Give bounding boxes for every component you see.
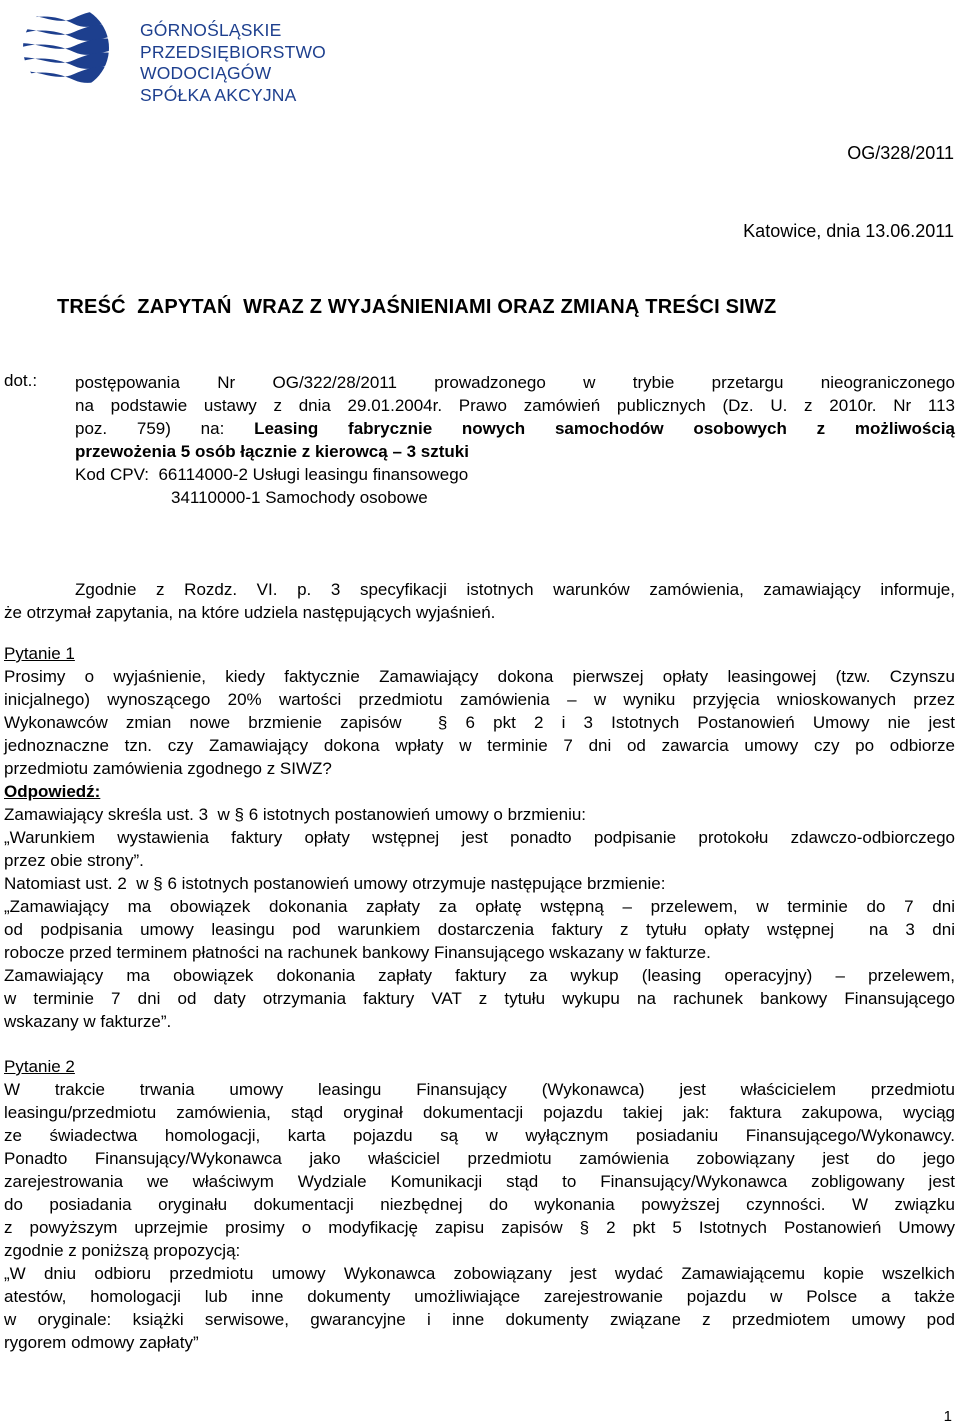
subject-block: [75, 371, 955, 509]
answer-1-line-5: „Zamawiający ma obowiązek dokonania zapłaty za opłatę wstępną – przelewem, w terminie do 7 dni: [4, 897, 955, 916]
subject-line-4: przewożenia 5 osób łącznie z kierowcą – 3 sztuki: [75, 442, 469, 461]
answer-1-line-1: Zamawiający skreśla ust. 3 w § 6 istotnych postanowień umowy o brzmieniu:: [4, 805, 587, 824]
question-2-section: [4, 1055, 955, 1354]
question-2-line-7: z powyższym uprzejmie prosimy o modyfikację zapisu zapisów § 2 pkt 5 Istotnych Postanowień Umowy: [4, 1218, 955, 1237]
cpv-code-2: 34110000-1 Samochody osobowe: [171, 488, 428, 507]
question-1-line-3: Wykonawców zmian nowe brzmienie zapisów § 6 pkt 2 i 3 Istotnych Postanowień Umowy nie jest: [4, 713, 955, 732]
subject-line-3-bold: Leasing fabrycznie nowych samochodów osobowych z możliwością: [254, 419, 955, 438]
subject-line-3-prefix: poz. 759) na:: [75, 419, 255, 438]
company-name-line-2: PRZEDSIĘBIORSTWO: [140, 41, 326, 62]
company-name-line-4: SPÓŁKA AKCYJNA: [140, 84, 297, 105]
company-name-line-3: WODOCIĄGÓW: [140, 63, 272, 83]
question-2-line-12: rygorem odmowy zapłaty”: [4, 1333, 199, 1352]
question-1-line-4: jednoznaczne tzn. czy Zamawiający dokona wpłaty w terminie 7 dni od zawarcia umowy czy po odbiorze: [4, 736, 955, 755]
answer-1-line-6: od podpisania umowy leasingu pod warunkiem dostarczenia faktury z tytułu opłaty wstępnej na 3 dni: [4, 920, 955, 939]
page-number: 1: [943, 1408, 952, 1425]
answer-1-line-2: „Warunkiem wystawienia faktury opłaty wstępnej jest ponadto podpisanie protokołu zdawczo-odbiorczego: [4, 828, 955, 847]
question-1-line-1: Prosimy o wyjaśnienie, kiedy faktycznie Zamawiający dokona pierwszej opłaty leasingowej (tzw. Czynszu: [4, 667, 955, 686]
question-2-line-9: „W dniu odbioru przedmiotu umowy Wykonawca zobowiązany jest wydać Zamawiającemu kopie wszelkich: [4, 1264, 955, 1283]
subject-line-1: postępowania Nr OG/322/28/2011 prowadzonego w trybie przetargu nieograniczonego: [75, 373, 955, 392]
document-title: TREŚĆ ZAPYTAŃ WRAZ Z WYJAŚNIENIAMI ORAZ ZMIANĄ TREŚCI SIWZ: [57, 296, 777, 318]
answer-1-line-8: Zamawiający ma obowiązek dokonania zapłaty faktury za wykup (leasing operacyjny) – przelewem,: [4, 966, 955, 985]
subject-line-2: na podstawie ustawy z dnia 29.01.2004r. Prawo zamówień publicznych (Dz. U. z 2010r. Nr 113: [75, 396, 955, 415]
intro-line-1: Zgodnie z Rozdz. VI. p. 3 specyfikacji istotnych warunków zamówienia, zamawiający informuje,: [75, 580, 955, 599]
answer-1-line-10: wskazany w fakturze”.: [4, 1012, 172, 1031]
question-2-line-8: zgodnie z poniższą propozycją:: [4, 1241, 241, 1260]
cpv-code-1: Kod CPV: 66114000-2 Usługi leasingu finansowego: [75, 465, 469, 484]
subject-line-3: [75, 417, 955, 440]
company-name-line-1: GÓRNOŚLĄSKIE: [140, 20, 282, 40]
answer-1-line-9: w terminie 7 dni od daty otrzymania faktury VAT z tytułu wykupu na rachunek bankowy Finansującego: [4, 989, 955, 1008]
company-name: [140, 20, 326, 106]
question-2-line-5: zarejestrowania we właściwym Wydziale Komunikacji stąd to Finansujący/Wykonawca zobligowany jest: [4, 1172, 955, 1191]
company-logo: [4, 2, 334, 105]
dot-label: dot.:: [4, 371, 38, 390]
water-wave-logo-icon: [4, 2, 132, 92]
question-2-line-6: do posiadania oryginału dokumentacji niezbędnej do wykonania powyższej czynności. W związku: [4, 1195, 955, 1214]
question-2-line-2: leasingu/przedmiotu zamówienia, stąd oryginał dokumentacji pojazdu takiej jak: faktura zakupowa, wyciąg: [4, 1103, 955, 1122]
document-date: Katowice, dnia 13.06.2011: [743, 221, 954, 241]
question-2-line-3: ze świadectwa homologacji, karta pojazdu są w wyłącznym posiadaniu Finansującego/Wykonawcy.: [4, 1126, 955, 1145]
answer-1-line-4: Natomiast ust. 2 w § 6 istotnych postanowień umowy otrzymuje następujące brzmienie:: [4, 874, 666, 893]
question-2-line-10: atestów, homologacji lub inne dokumenty umożliwiające zarejestrowanie pojazdu w Polsce a także: [4, 1287, 955, 1306]
question-1-line-5: przedmiotu zamówienia zgodnego z SIWZ?: [4, 759, 332, 778]
question-2-heading: Pytanie 2: [4, 1057, 75, 1076]
question-1-section: [4, 642, 955, 1033]
question-1-line-2: inicjalnego) wynoszącego 20% wartości przedmiotu zamówienia – w wyniku przyjęcia wnioskowanych przez: [4, 690, 955, 709]
answer-1-line-7: robocze przed terminem płatności na rachunek bankowy Finansującego wskazany w fakturze.: [4, 943, 711, 962]
intro-paragraph: [4, 578, 955, 624]
question-2-line-1: W trakcie trwania umowy leasingu Finansujący (Wykonawca) jest właścicielem przedmiotu: [4, 1080, 955, 1099]
question-2-line-4: Ponadto Finansujący/Wykonawca jako właściciel przedmiotu zamówienia zobowiązany jest do jego: [4, 1149, 955, 1168]
question-2-line-11: w oryginale: książki serwisowe, gwarancyjne i inne dokumenty związane z przedmiotem umowy pod: [4, 1310, 955, 1329]
answer-1-heading: Odpowiedź:: [4, 782, 101, 801]
reference-number: OG/328/2011: [847, 143, 954, 163]
answer-1-line-3: przez obie strony”.: [4, 851, 144, 870]
question-1-heading: Pytanie 1: [4, 644, 75, 663]
intro-line-2: że otrzymał zapytania, na które udziela następujących wyjaśnień.: [4, 603, 496, 622]
